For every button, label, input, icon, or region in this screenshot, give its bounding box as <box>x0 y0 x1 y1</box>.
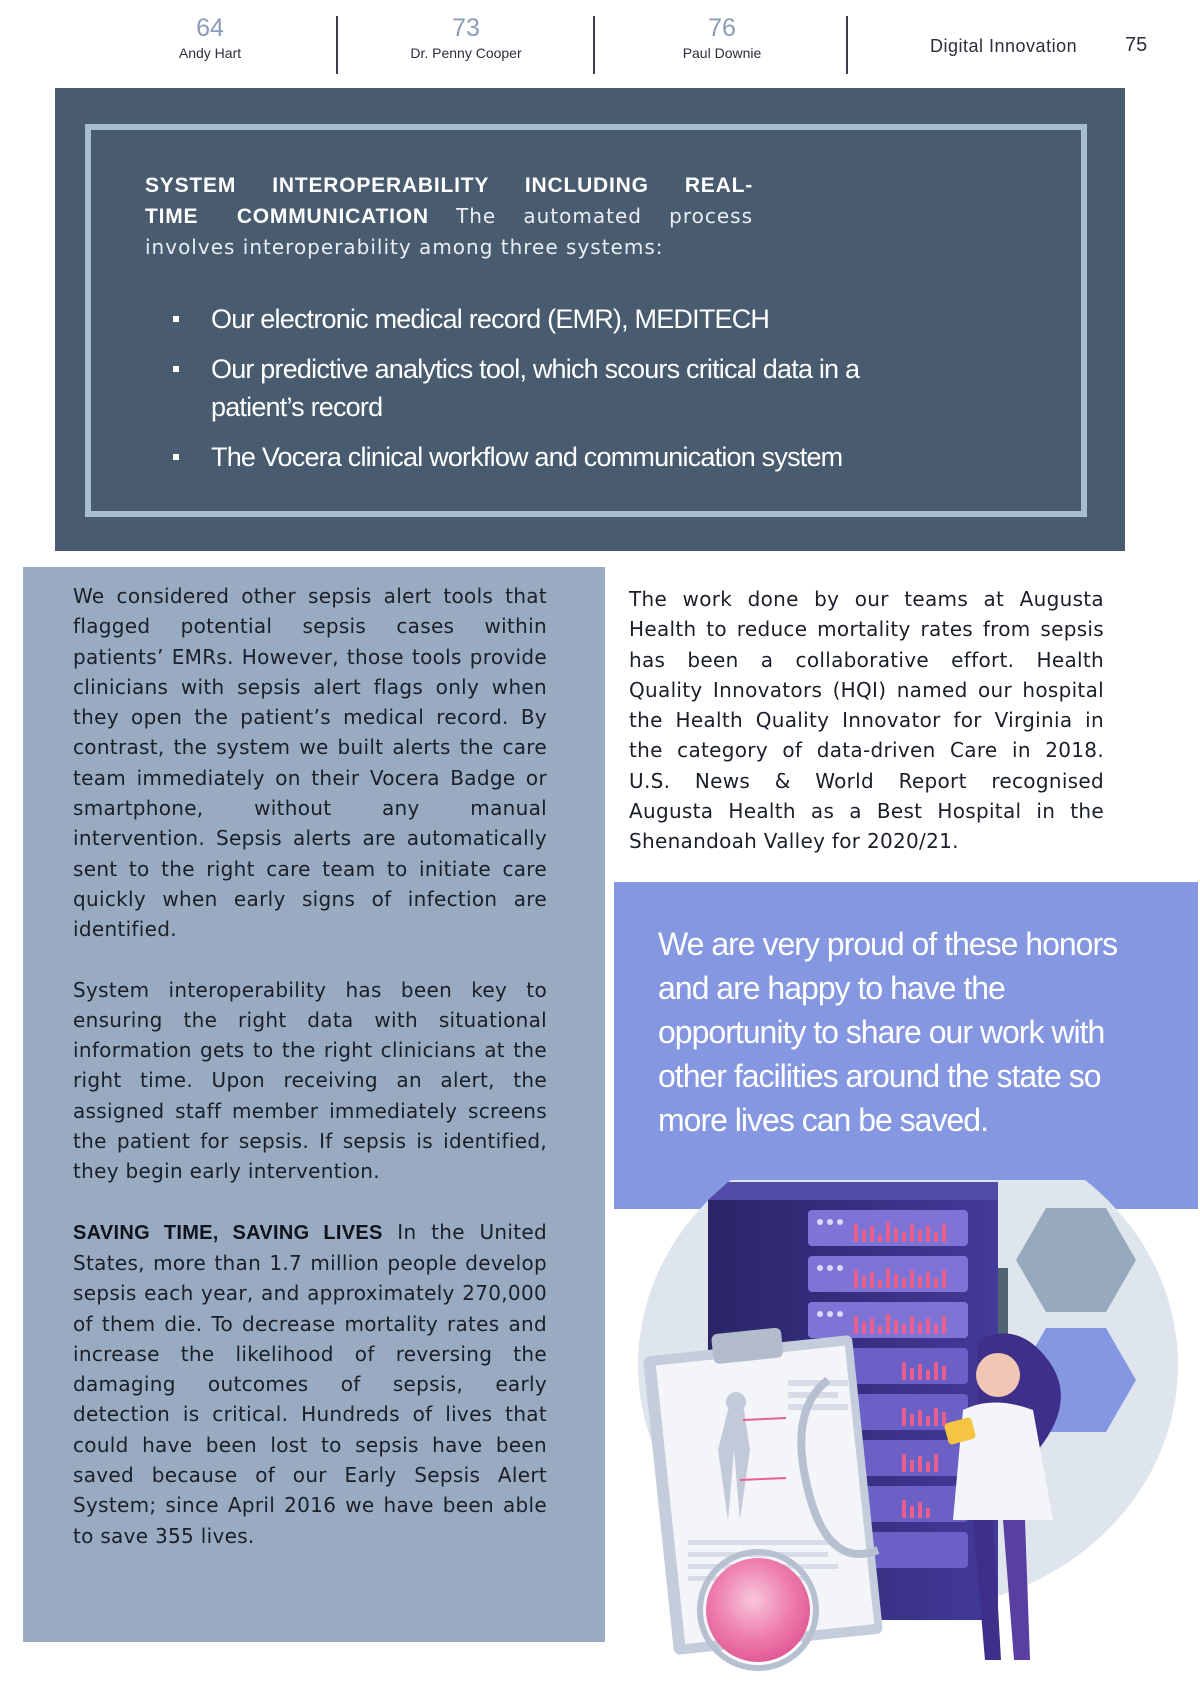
paragraph-heading: SAVING TIME, SAVING LIVES <box>73 1221 383 1244</box>
bullet-icon <box>173 366 179 372</box>
paragraph <box>73 1217 547 1551</box>
pull-quote-box <box>614 882 1198 1209</box>
interoperability-box <box>55 88 1125 551</box>
right-column-text: The work done by our teams at Augusta Health to reduce mortality rates from sepsis has been a collaborative effort. Health Quality Innovators (HQI) named our hospital the Health Quality Innovator for Virginia in the category of data-driven Care in 2018. U.S. News & World Report recognised Augusta Health as a Best Hospital in the Shenandoah Valley for 2020/21. <box>629 587 1104 854</box>
interoperability-intro <box>145 170 753 262</box>
contributor-name: Andy Hart <box>178 45 242 61</box>
list-item <box>171 350 911 426</box>
interoperability-heading: SYSTEM INTEROPERABILITY INCLUDING REAL-TIME COMMUNICATION <box>145 174 753 228</box>
header-contributor-2[interactable] <box>366 14 566 74</box>
header-contributor-1[interactable] <box>110 14 310 74</box>
pull-quote: We are very proud of these honors and are happy to have the opportunity to share our work with other facilities around the state so more lives can be saved. <box>658 926 1118 1138</box>
systems-list <box>171 300 911 488</box>
list-item-text: Our predictive analytics tool, which scours critical data in a patient’s record <box>211 354 860 422</box>
contributor-name: Paul Downie <box>682 45 762 61</box>
stethoscope-chestpiece <box>706 1558 810 1662</box>
left-column-box <box>23 567 605 1642</box>
header-divider <box>593 16 595 74</box>
list-item <box>171 438 911 476</box>
paragraph-text: In the United States, more than 1.7 million people develop sepsis each year, and approximately 270,000 of them die. To decrease mortality rates and increase the likelihood of reversing the damaging outcomes of sepsis, early detection is critical. Hundreds of lives that could have been lost to sepsis have been saved because of our Early Sepsis Alert System; since April 2016 we have been able to save 355 lives. <box>73 1219 547 1548</box>
header-divider <box>846 16 848 74</box>
list-item <box>171 300 911 338</box>
header-divider <box>336 16 338 74</box>
interoperability-frame <box>85 124 1087 517</box>
list-item-text: Our electronic medical record (EMR), MEDITECH <box>211 304 770 334</box>
header-contributor-3[interactable] <box>622 14 822 74</box>
medical-data-illustration <box>618 1180 1200 1680</box>
list-item-text: The Vocera clinical workflow and communication system <box>211 442 843 472</box>
bullet-icon <box>173 454 179 460</box>
contributor-name: Dr. Penny Cooper <box>410 45 522 61</box>
interoperability-intro-text: The automated process involves interoperability among three systems: <box>145 204 753 259</box>
paragraph: We considered other sepsis alert tools that flagged potential sepsis cases within patients’ EMRs. However, those tools provide clinicians with sepsis alert flags only when they open the patient’s medical record. By contrast, the system we built alerts the care team immediately on their Vocera Badge or smartphone, without any manual intervention. Sepsis alerts are automatically sent to the right care team to initiate care quickly when early signs of infection are identified. <box>73 584 547 942</box>
contributor-page-number: 76 <box>708 14 736 42</box>
page-number: 75 <box>1125 34 1148 56</box>
bullet-icon <box>173 316 179 322</box>
section-title: Digital Innovation <box>930 36 1078 56</box>
left-column-text <box>73 581 547 1581</box>
contributor-page-number: 64 <box>196 14 224 42</box>
paragraph: System interoperability has been key to ensuring the right data with situational information gets to the right clinicians at the right time. Upon receiving an alert, the assigned staff member immediately screens the patient for sepsis. If sepsis is identified, they begin early intervention. <box>73 977 547 1184</box>
contributor-page-number: 73 <box>452 14 480 42</box>
